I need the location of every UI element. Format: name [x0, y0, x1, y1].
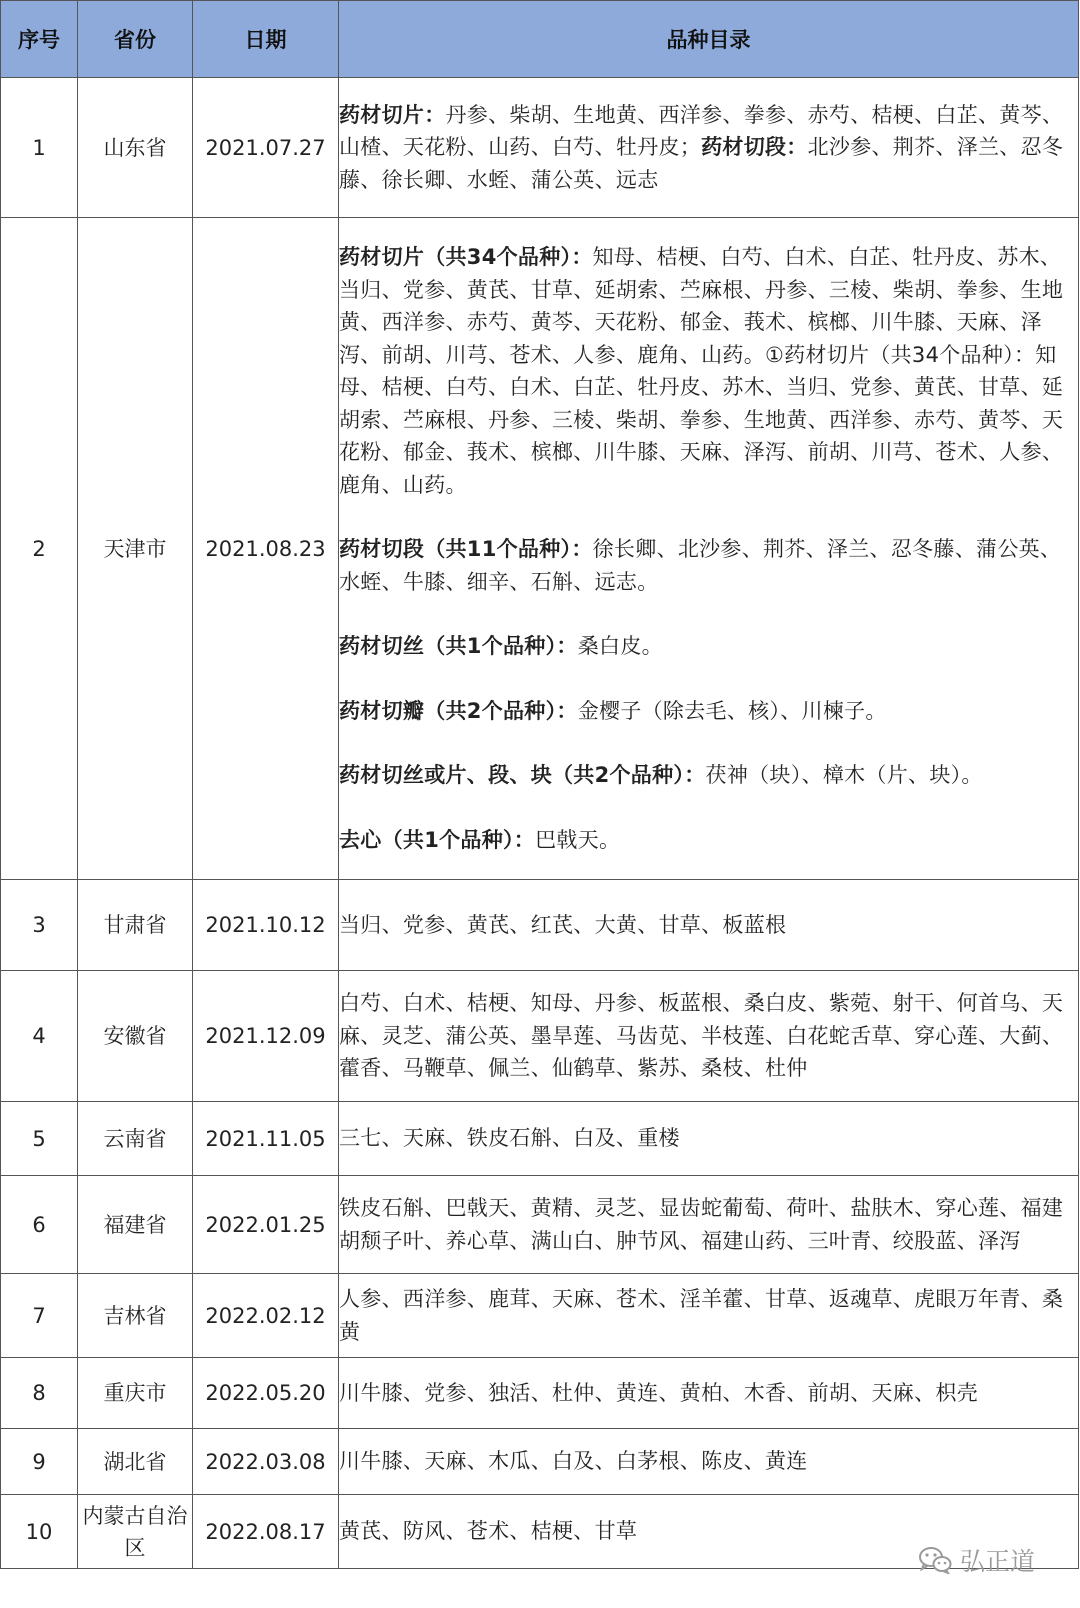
catalog-heading: 药材切丝或片、段、块（共2个品种）： [339, 763, 706, 787]
catalog-paragraph [339, 824, 1078, 857]
row-date: 2021.08.23 [193, 218, 339, 880]
catalog-heading: 药材切片（共34个品种）： [339, 245, 593, 269]
table-row [1, 1274, 1079, 1358]
catalog-heading: 药材切段（共11个品种）： [339, 537, 593, 561]
row-date: 2022.08.17 [193, 1495, 339, 1569]
table-row [1, 1495, 1079, 1569]
table-row [1, 1358, 1079, 1429]
header-date: 日期 [193, 1, 339, 78]
catalog-paragraph [339, 630, 1078, 663]
catalog-heading: 药材切段： [701, 135, 808, 160]
row-date: 2021.10.12 [193, 880, 339, 971]
row-catalog: 川牛膝、天麻、木瓜、白及、白茅根、陈皮、黄连 [339, 1429, 1079, 1495]
table-row [1, 78, 1079, 218]
row-num: 2 [1, 218, 78, 880]
watermark-label: 弘正道 [960, 1547, 1036, 1576]
row-num: 4 [1, 971, 78, 1102]
row-num: 6 [1, 1176, 78, 1274]
catalog-paragraph [339, 695, 1078, 728]
catalog-text: 北沙参、荆芥、泽兰、忍冬藤、徐长卿、水蛭、蒲公英、远志 [339, 135, 1064, 192]
row-province: 内蒙古自治区 [78, 1495, 193, 1569]
row-date: 2021.11.05 [193, 1102, 339, 1176]
row-date: 2022.01.25 [193, 1176, 339, 1274]
wechat-icon [918, 1546, 952, 1574]
header-province: 省份 [78, 1, 193, 78]
table-row [1, 971, 1079, 1102]
row-catalog [339, 218, 1079, 880]
row-province: 云南省 [78, 1102, 193, 1176]
catalog-heading: 药材切瓣（共2个品种）： [339, 698, 578, 723]
row-catalog: 铁皮石斛、巴戟天、黄精、灵芝、显齿蛇葡萄、荷叶、盐肤木、穿心莲、福建胡颓子叶、养心草、满山白、肿节风、福建山药、三叶青、绞股蓝、泽泻 [339, 1176, 1079, 1274]
row-num: 3 [1, 880, 78, 971]
row-province: 安徽省 [78, 971, 193, 1102]
row-province: 吉林省 [78, 1274, 193, 1358]
header-row [1, 1, 1079, 78]
catalog-heading: 去心（共1个品种）： [339, 827, 536, 852]
row-province: 福建省 [78, 1176, 193, 1274]
row-date: 2021.07.27 [193, 78, 339, 218]
row-num: 1 [1, 78, 78, 218]
table-row [1, 1102, 1079, 1176]
row-province: 重庆市 [78, 1358, 193, 1429]
row-catalog: 白芍、白术、桔梗、知母、丹参、板蓝根、桑白皮、紫菀、射干、何首乌、天麻、灵芝、蒲公英、墨旱莲、马齿苋、半枝莲、白花蛇舌草、穿心莲、大蓟、藿香、马鞭草、佩兰、仙鹤草、紫苏、桑枝、杜仲 [339, 971, 1079, 1102]
catalog-paragraph [339, 533, 1078, 598]
row-num: 8 [1, 1358, 78, 1429]
row-date: 2021.12.09 [193, 971, 339, 1102]
catalog-text: 知母、桔梗、白芍、白术、白芷、牡丹皮、苏木、当归、党参、黄芪、甘草、延胡索、苎麻根、丹参、三棱、柴胡、拳参、生地黄、西洋参、赤芍、黄芩、天花粉、郁金、莪术、槟榔、川牛膝、天麻、泽泻、前胡、川芎、苍术、人参、鹿角、山药。①药材切片（共34个品种）：知母、桔梗、白芍、白术、白芷、牡丹皮、苏木、当归、党参、黄芪、甘草、延胡索、苎麻根、丹参、三棱、柴胡、拳参、生地黄、西洋参、赤芍、黄芩、天花粉、郁金、莪术、槟榔、川牛膝、天麻、泽泻、前胡、川芎、苍术、人参、鹿角、山药。 [339, 245, 1064, 497]
row-province: 天津市 [78, 218, 193, 880]
catalog-text: 丹参、柴胡、生地黄、西洋参、拳参、赤芍、桔梗、白芷、黄芩、山楂、天花粉、山药、白芍、牡丹皮； [339, 102, 1064, 160]
header-num: 序号 [1, 1, 78, 78]
watermark [918, 1542, 1035, 1578]
table-row [1, 218, 1079, 880]
catalog-text: 金樱子（除去毛、核）、川楝子。 [577, 698, 887, 723]
catalog-text: 徐长卿、北沙参、荆芥、泽兰、忍冬藤、蒲公英、水蛭、牛膝、细辛、石斛、远志。 [339, 537, 1062, 594]
row-date: 2022.02.12 [193, 1274, 339, 1358]
row-num: 9 [1, 1429, 78, 1495]
row-num: 7 [1, 1274, 78, 1358]
catalog-heading: 药材切丝（共1个品种）： [339, 634, 578, 658]
header-catalog: 品种目录 [339, 1, 1079, 78]
row-province: 湖北省 [78, 1429, 193, 1495]
catalog-text: 茯神（块）、樟木（片、块）。 [705, 763, 983, 787]
table-row [1, 1429, 1079, 1495]
catalog-heading: 药材切片： [339, 102, 446, 127]
table-row [1, 1176, 1079, 1274]
catalog-text: 桑白皮。 [577, 634, 663, 658]
row-catalog: 三七、天麻、铁皮石斛、白及、重楼 [339, 1102, 1079, 1176]
row-province: 山东省 [78, 78, 193, 218]
row-catalog: 人参、西洋参、鹿茸、天麻、苍术、淫羊藿、甘草、返魂草、虎眼万年青、桑黄 [339, 1274, 1079, 1358]
row-catalog [339, 78, 1079, 218]
table-row [1, 880, 1079, 971]
row-province: 甘肃省 [78, 880, 193, 971]
catalog-text: 巴戟天。 [535, 827, 621, 852]
row-date: 2022.03.08 [193, 1429, 339, 1495]
row-catalog: 当归、党参、黄芪、红芪、大黄、甘草、板蓝根 [339, 880, 1079, 971]
row-num: 5 [1, 1102, 78, 1176]
row-date: 2022.05.20 [193, 1358, 339, 1429]
row-catalog: 川牛膝、党参、独活、杜仲、黄连、黄柏、木香、前胡、天麻、枳壳 [339, 1358, 1079, 1429]
catalog-paragraph [339, 241, 1078, 501]
row-catalog: 黄芪、防风、苍术、桔梗、甘草 [339, 1495, 1079, 1569]
row-num: 10 [1, 1495, 78, 1569]
catalog-paragraph [339, 759, 1078, 792]
